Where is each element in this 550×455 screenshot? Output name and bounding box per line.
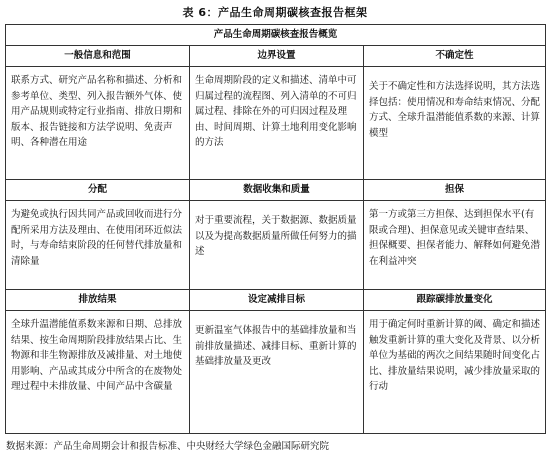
section-text-allocation: 为避免或执行因共同产品或回收而进行分配所采用方法及理由、在使用闭环近似法时，与寿命结束阶段的任何替代排放量和清除量	[6, 201, 190, 290]
section-header-tracking-changes: 跟踪碳排放量变化	[364, 290, 546, 311]
section-header-emission-results: 排放结果	[6, 290, 190, 311]
section-header-boundary: 边界设置	[190, 46, 364, 67]
section-header-row	[6, 46, 546, 67]
section-content-row	[6, 67, 546, 180]
section-header-row	[6, 180, 546, 201]
section-text-boundary: 生命周期阶段的定义和描述、清单中可归属过程的流程图、列入清单的不可归属过程、排除在外的可归因过程及理由、时间周期、计算土地利用变化影响的方法	[190, 67, 364, 180]
section-header-general-info: 一般信息和范围	[6, 46, 190, 67]
section-text-assurance: 第一方或第三方担保、达到担保水平(有限或合理)、担保意见或关键审查结果、担保概要、担保者能力、解释如何避免潜在利益冲突	[364, 201, 546, 290]
section-text-data-quality: 对于重要流程，关于数据源、数据质量以及为提高数据质量所做任何努力的描述	[190, 201, 364, 290]
section-text-general-info: 联系方式、研究产品名称和描述、分析和参考单位、类型、列入报告额外气体、使用产品规则或特定行业指南、排放日期和版本、报告链接和方法学说明、免责声明、各种潜在用途	[6, 67, 190, 180]
section-header-data-quality: 数据收集和质量	[190, 180, 364, 201]
section-header-assurance: 担保	[364, 180, 546, 201]
section-text-reduction-target: 更新温室气体报告中的基础排放量和当前排放量描述、减排目标、重新计算的基础排放量及更改	[190, 311, 364, 434]
section-content-row	[6, 201, 546, 290]
section-text-emission-results: 全球升温潜能值系数来源和日期、总排放结果、按生命周期阶段排放结果占比、生物源和非生物源排放及减排量、对土地使用影响、产品或其成分中所含的在废物处理过程中未排放量、中间产品中含碳量	[6, 311, 190, 434]
section-text-uncertainty: 关于不确定性和方法选择说明，其方法选择包括：使用情况和寿命结束情况、分配方式、全球升温潜能值系数的来源、计算模型	[364, 67, 546, 180]
table-header-row	[6, 25, 546, 46]
section-header-uncertainty: 不确定性	[364, 46, 546, 67]
table-title: 表 6：产品生命周期碳核查报告框架	[182, 6, 368, 19]
section-header-reduction-target: 设定减排目标	[190, 290, 364, 311]
framework-table	[5, 24, 546, 434]
section-text-tracking-changes: 用于确定何时重新计算的阈、确定和描述触发重新计算的重大变化及背景、以分析单位为基础的两次之间结果随时间变化占比、排放量结果说明，减少排放量采取的行动	[364, 311, 546, 434]
section-content-row	[6, 311, 546, 434]
overview-header: 产品生命周期碳核查报告概览	[6, 25, 546, 46]
section-header-row	[6, 290, 546, 311]
section-header-allocation: 分配	[6, 180, 190, 201]
data-source-note: 数据来源：产品生命周期会计和报告标准、中央财经大学绿色金融国际研究院	[6, 441, 330, 452]
